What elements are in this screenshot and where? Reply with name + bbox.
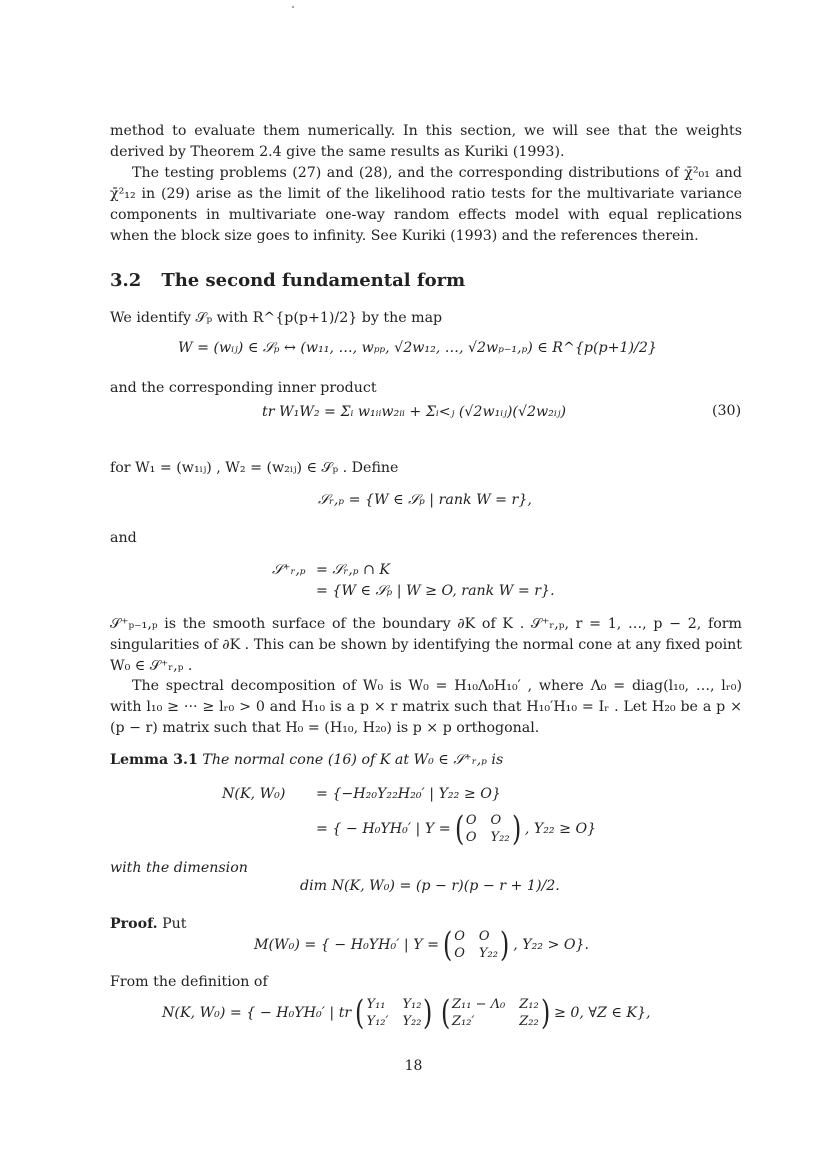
intro-paragraph-2: The testing problems (27) and (28), and the corresponding distributions of χ̄²₀₁ and χ̄²₁₂ in (29) arise as the limit of the likelihood ratio tests for the multivariate variance components in multivariate one-way random effects model with equal replications when the block size goes to infinity. See Kuriki (1993) and the references therein. xyxy=(110,165,742,244)
m-definition-pre: M(W₀) = { − H₀YH₀′ | Y = xyxy=(254,937,439,953)
matrix-cell: O xyxy=(465,830,477,845)
matrix-cell: O xyxy=(454,946,465,961)
matrix-cell: Y₁₂′ xyxy=(366,1014,389,1029)
matrix-cell: O xyxy=(454,929,465,944)
inner-product-text: and the corresponding inner product xyxy=(110,380,377,396)
srp-plus-line-1: = 𝒮ᵣ,ₚ ∩ K xyxy=(316,562,390,578)
equation-number: (30) xyxy=(712,403,742,419)
normal-cone-lhs: N(K, W₀) xyxy=(222,786,286,802)
n-definition xyxy=(162,993,651,1033)
proof-label: Proof. xyxy=(110,916,158,932)
map-equation: W = (wᵢⱼ) ∈ 𝒮ₚ ↔ (w₁₁, …, wₚₚ, √2w₁₂, …, √2wₚ₋₁,ₚ) ∈ R^{p(p+1)/2} xyxy=(178,340,657,356)
lemma-text: The normal cone (16) of K at W₀ ∈ 𝒮⁺ᵣ,ₚ is xyxy=(202,752,504,768)
srp-plus-lhs: 𝒮⁺ᵣ,ₚ xyxy=(272,562,306,578)
matrix-cell: O xyxy=(490,813,502,828)
spectral-paragraph: The spectral decomposition of W₀ is W₀ = H₁₀Λ₀H₁₀′ , where Λ₀ = diag(l₁₀, …, lᵣ₀) with l₁₀ ≥ ··· ≥ lᵣ₀ > 0 and H₁₀ is a p × r matrix such that H₁₀′H₁₀ = Iᵣ . Let H₂₀ be a p × (p − r) matrix such that H₀ = (H₁₀, H₂₀) is p × p orthogonal. xyxy=(110,678,742,736)
matrix-cell: O xyxy=(465,813,477,828)
and-text: and xyxy=(110,530,137,546)
block-matrix: ( O O O Y₂₂ ) xyxy=(442,925,510,965)
lemma-statement xyxy=(110,750,742,771)
block-matrix: ( O O O Y₂₂ ) xyxy=(454,809,521,849)
dimension-equation: dim N(K, W₀) = (p − r)(p − r + 1)/2. xyxy=(300,878,560,894)
normal-cone-line-2 xyxy=(316,809,597,849)
matrix-cell: Y₂₂ xyxy=(402,1014,422,1029)
y-matrix: ( Y₁₁ Y₁₂ Y₁₂′ Y₂₂ ) xyxy=(355,993,433,1033)
with-dimension-text: with the dimension xyxy=(110,860,248,876)
from-definition-text: From the definition of xyxy=(110,974,268,990)
n-definition-pre: N(K, W₀) = { − H₀YH₀′ | tr xyxy=(162,1005,352,1021)
matrix-cell: Z₁₁ − Λ₀ xyxy=(452,997,506,1012)
z-matrix: ( Z₁₁ − Λ₀ Z₁₂ Z₁₂′ Z₂₂ ) xyxy=(440,993,550,1033)
matrix-cell: Y₁₂ xyxy=(402,997,422,1012)
normal-cone-line-2-pre: = { − H₀YH₀′ | Y = xyxy=(316,821,451,837)
normal-cone-line-1: = {−H₂₀Y₂₂H₂₀′ | Y₂₂ ≥ O} xyxy=(316,786,501,802)
m-definition xyxy=(254,925,590,965)
proof-put-text: Put xyxy=(162,916,187,932)
page-number: 18 xyxy=(404,1058,423,1074)
for-define-text: for W₁ = (w₁ᵢⱼ) , W₂ = (w₂ᵢⱼ) ∈ 𝒮ₚ . Define xyxy=(110,460,399,476)
matrix-cell: Z₂₂ xyxy=(519,1014,539,1029)
matrix-cell: Z₁₂ xyxy=(519,997,539,1012)
srp-plus-line-2: = {W ∈ 𝒮ₚ | W ≥ O, rank W = r}. xyxy=(316,583,555,599)
matrix-cell: Y₁₁ xyxy=(366,997,386,1012)
normal-cone-line-2-post: , Y₂₂ ≥ O} xyxy=(524,821,597,837)
matrix-cell: Y₂₂ xyxy=(478,946,498,961)
section-number: 3.2 xyxy=(110,270,142,291)
inner-product-equation: tr W₁W₂ = Σᵢ w₁ᵢᵢw₂ᵢᵢ + Σᵢ<ⱼ (√2w₁ᵢⱼ)(√2w₂ᵢⱼ) xyxy=(262,404,566,420)
m-definition-post: , Y₂₂ > O}. xyxy=(513,937,590,953)
identify-text: We identify 𝒮ₚ with R^{p(p+1)/2} by the map xyxy=(110,310,443,326)
intro-paragraph-1: method to evaluate them numerically. In this section, we will see that the weights derived by Theorem 2.4 give the same results as Kuriki (1993). xyxy=(110,123,742,160)
matrix-cell: O xyxy=(478,929,490,944)
section-heading xyxy=(110,270,465,291)
lemma-label: Lemma 3.1 xyxy=(110,752,198,768)
n-definition-post: ≥ 0, ∀Z ∈ K}, xyxy=(553,1005,651,1021)
matrix-cell: Y₂₂ xyxy=(490,830,510,845)
smooth-surface-paragraph: 𝒮⁺ₚ₋₁,ₚ is the smooth surface of the boundary ∂K of K . 𝒮⁺ᵣ,ₚ, r = 1, …, p − 2, form singularities of ∂K . This can be shown by identifying the normal cone at any fixed point W₀ ∈ 𝒮⁺ᵣ,ₚ . xyxy=(110,616,742,674)
section-title: The second fundamental form xyxy=(161,270,466,291)
matrix-cell: Z₁₂′ xyxy=(452,1014,475,1029)
srp-definition: 𝒮ᵣ,ₚ = {W ∈ 𝒮ₚ | rank W = r}, xyxy=(318,492,532,508)
scan-speck xyxy=(292,6,294,8)
